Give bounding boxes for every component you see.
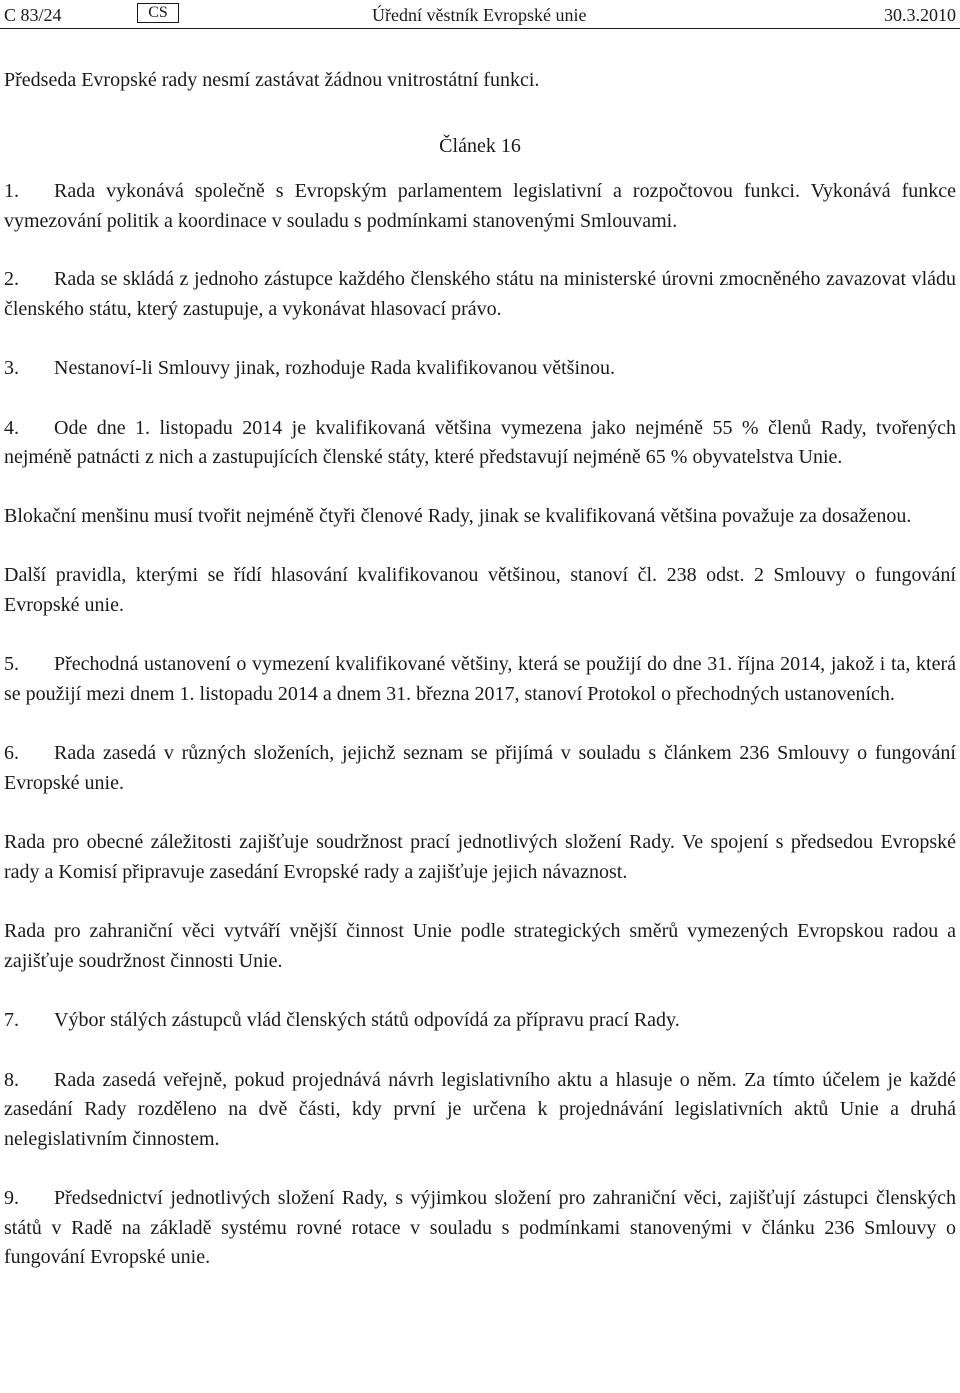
paragraph-2 <box>4 265 956 324</box>
paragraph-number: 1. <box>4 180 19 202</box>
paragraph-4-sub-2 <box>4 561 956 620</box>
page-header <box>0 0 960 30</box>
paragraph-7 <box>4 1006 956 1036</box>
header-divider <box>0 28 960 29</box>
paragraph-number: 9. <box>4 1187 19 1209</box>
paragraph-9 <box>4 1184 956 1273</box>
paragraph-text: Ode dne 1. listopadu 2014 je kvalifikovaná většina vymezena jako nejméně 55 % členů Rady, tvořených nejméně patnácti z nich a zastupujících členské státy, které představují nejméně 65 % obyvatelstva Unie. <box>4 416 956 468</box>
paragraph-text: Rada vykonává společně s Evropským parlamentem legislativní a rozpočtovou funkci. Vykonává funkce vymezování politik a koordinace v souladu s podmínkami stanovenými Smlouvami. <box>4 180 956 232</box>
intro-paragraph: Předseda Evropské rady nesmí zastávat žádnou vnitrostátní funkci. <box>4 69 540 91</box>
paragraph-1 <box>4 177 956 236</box>
paragraph-text: Rada pro zahraniční věci vytváří vnější činnost Unie podle strategických směrů vymezených Evropskou radou a zajišťuje soudržnost činnosti Unie. <box>4 920 956 972</box>
paragraph-4 <box>4 414 956 473</box>
paragraph-text: Předsednictví jednotlivých složení Rady, s výjimkou složení pro zahraniční věci, zajišťují zástupci členských států v Radě na základě systému rovné rotace v souladu s podmínkami stanovenými v článku 236 Smlouvy o fungování Evropské unie. <box>4 1187 956 1268</box>
document-body <box>4 66 956 1273</box>
paragraph-text: Přechodná ustanovení o vymezení kvalifikované většiny, která se použijí do dne 31. října 2014, jakož i ta, která se použijí mezi dnem 1. listopadu 2014 a dnem 31. března 2017, stanoví Protokol o přechodných ustanoveních. <box>4 653 956 705</box>
paragraph-5 <box>4 650 956 709</box>
journal-title: Úřední věstník Evropské unie <box>372 5 587 25</box>
paragraph-number: 7. <box>4 1009 19 1031</box>
paragraph-number: 4. <box>4 416 19 439</box>
paragraph-text: Blokační menšinu musí tvořit nejméně čtyři členové Rady, jinak se kvalifikovaná většina považuje za dosaženou. <box>4 504 912 527</box>
paragraph-3 <box>4 354 956 384</box>
paragraph-6 <box>4 739 956 798</box>
paragraph-text: Nestanoví-li Smlouvy jinak, rozhoduje Rada kvalifikovanou většinou. <box>54 357 616 379</box>
page-reference: C 83/24 <box>4 5 62 25</box>
language-code-box: CS <box>137 3 179 23</box>
paragraph-number: 6. <box>4 742 19 764</box>
paragraph-number: 5. <box>4 653 19 675</box>
paragraph-text: Rada pro obecné záležitosti zajišťuje soudržnost prací jednotlivých složení Rady. Ve spojení s předsedou Evropské rady a Komisí připravuje zasedání Evropské rady a zajišťuje jejich návaznost. <box>4 831 956 883</box>
paragraph-number: 8. <box>4 1068 19 1091</box>
paragraph-text: Rada zasedá v různých složeních, jejichž seznam se přijímá v souladu s článkem 236 Smlouvy o fungování Evropské unie. <box>4 742 956 794</box>
paragraph-text: Rada se skládá z jednoho zástupce každého členského státu na ministerské úrovni zmocněného zavazovat vládu členského státu, který zastupuje, a vykonávat hlasovací právo. <box>4 268 956 320</box>
paragraph-number: 3. <box>4 357 19 379</box>
paragraph-text: Další pravidla, kterými se řídí hlasování kvalifikovanou většinou, stanoví čl. 238 odst. 2 Smlouvy o fungování Evropské unie. <box>4 564 956 616</box>
paragraph-text: Výbor stálých zástupců vlád členských států odpovídá za přípravu prací Rady. <box>54 1009 680 1031</box>
article-heading: Článek 16 <box>439 134 521 157</box>
paragraph-text: Rada zasedá veřejně, pokud projednává návrh legislativního aktu a hlasuje o něm. Za tímto účelem je každé zasedání Rady rozděleno na dvě části, kdy první je určena k projednávání legislativních aktů Unie a druhá nelegislativním činnostem. <box>4 1068 956 1150</box>
paragraph-4-sub-1 <box>4 502 956 532</box>
paragraph-6-sub-2 <box>4 917 956 976</box>
publication-date: 30.3.2010 <box>884 5 956 25</box>
paragraph-8 <box>4 1066 956 1155</box>
paragraph-6-sub-1 <box>4 828 956 887</box>
paragraph-number: 2. <box>4 268 19 290</box>
